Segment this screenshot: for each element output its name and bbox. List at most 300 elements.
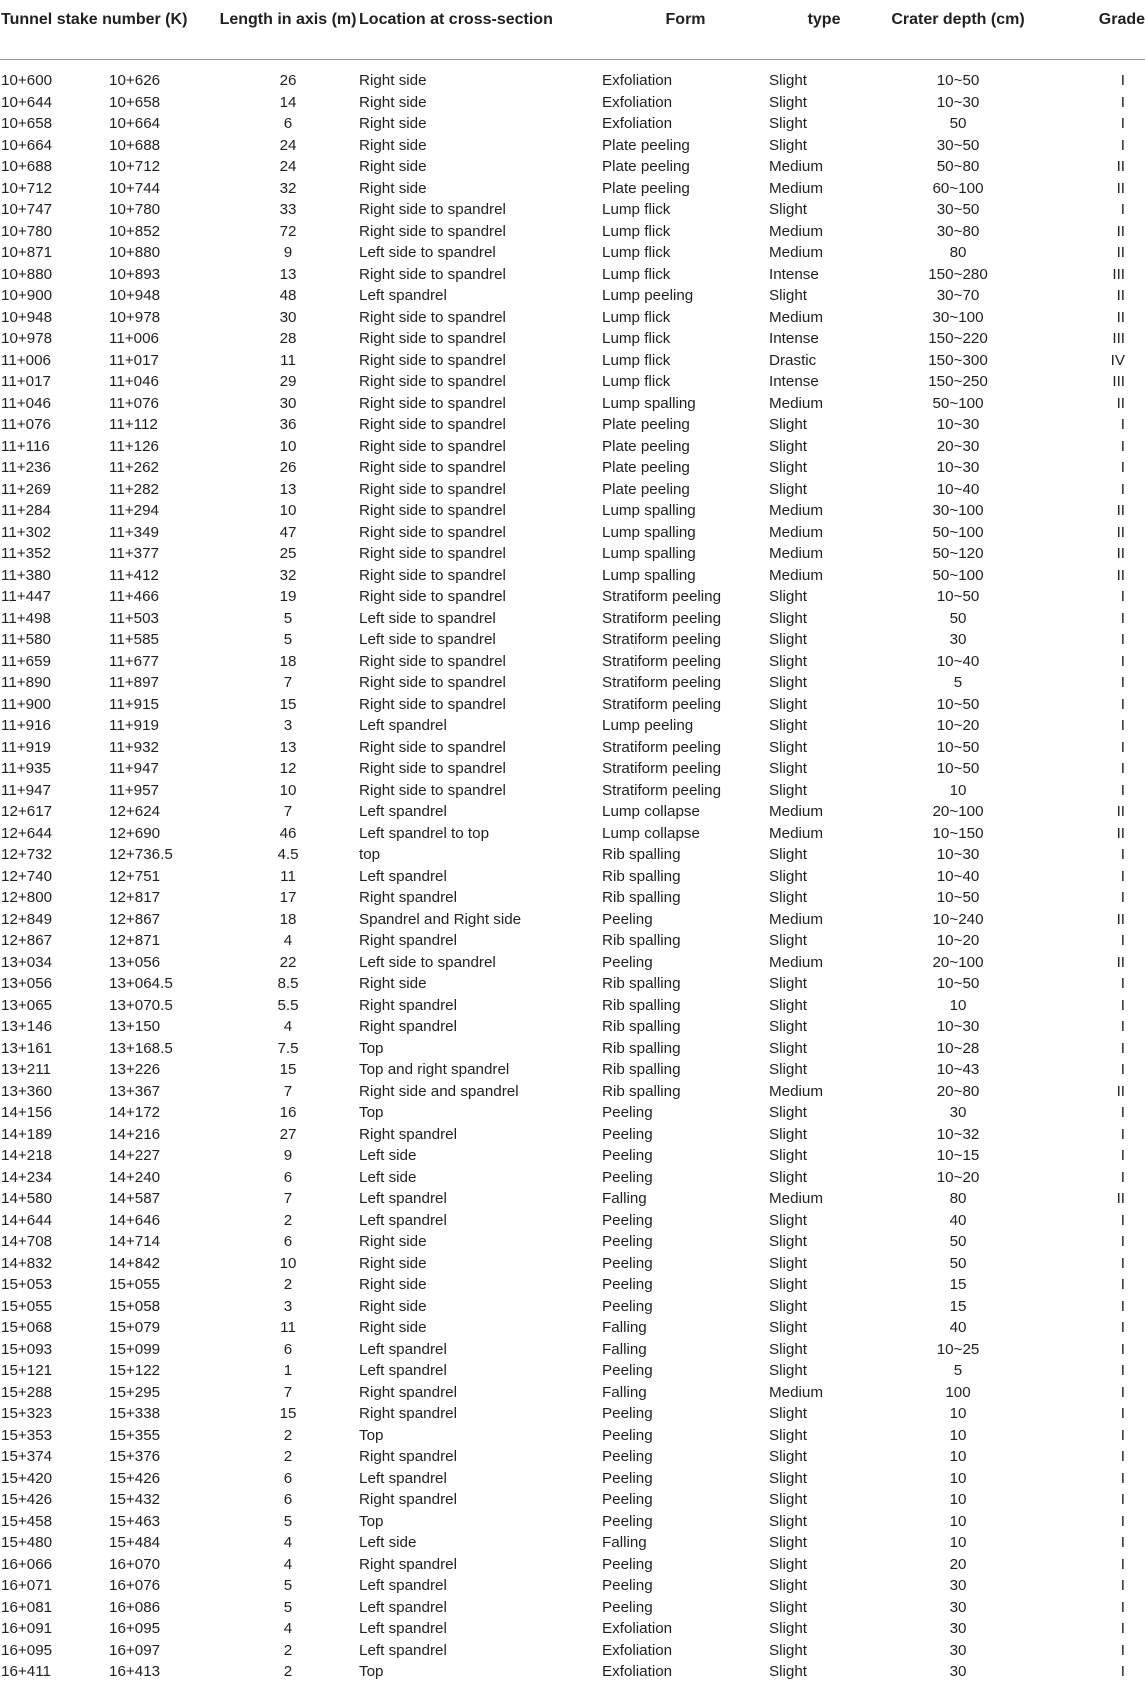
cell-depth: 30 xyxy=(949,1598,967,1616)
cell-length: 30 xyxy=(279,308,297,326)
cell-location: top xyxy=(359,846,381,863)
cell-type: Medium xyxy=(769,308,824,326)
cell-type: Slight xyxy=(769,975,808,992)
cell-type: Slight xyxy=(769,1448,808,1465)
cell-grade: I xyxy=(1120,717,1126,734)
table-row xyxy=(0,1145,1145,1167)
cell-length: 32 xyxy=(279,566,297,584)
cell-grade: I xyxy=(1120,867,1126,885)
cell-grade: II xyxy=(1116,824,1126,842)
cell-location: Right side to spandrel xyxy=(359,480,506,498)
cell-stake-start: 11+380 xyxy=(1,566,51,584)
table-row xyxy=(0,1231,1145,1253)
cell-location: Left spandrel xyxy=(359,867,447,885)
cell-depth: 10~40 xyxy=(936,480,980,498)
cell-stake-start: 13+360 xyxy=(1,1082,53,1100)
cell-depth: 80 xyxy=(949,244,967,261)
cell-stake-end: 12+736.5 xyxy=(109,846,173,863)
cell-stake-end: 15+079 xyxy=(109,1319,161,1336)
cell-depth: 30~100 xyxy=(932,502,984,519)
cell-type: Medium xyxy=(769,244,824,261)
cell-location: Right side to spandrel xyxy=(359,652,506,670)
cell-form: Lump spalling xyxy=(602,545,696,562)
cell-type: Slight xyxy=(769,1620,808,1637)
cell-depth: 30~50 xyxy=(936,136,980,154)
cell-form: Exfoliation xyxy=(602,72,673,89)
cell-stake-start: 13+056 xyxy=(1,975,53,992)
cell-depth: 30 xyxy=(949,1620,967,1637)
table-row xyxy=(0,930,1145,952)
cell-stake-start: 15+121 xyxy=(1,1362,53,1379)
cell-length: 22 xyxy=(279,953,297,971)
cell-location: Right side to spandrel xyxy=(359,373,506,390)
cell-location: Right spandrel xyxy=(359,1383,457,1401)
cell-depth: 20~80 xyxy=(936,1082,980,1100)
table-row xyxy=(0,92,1145,114)
cell-stake-end: 15+338 xyxy=(109,1405,161,1422)
cell-location: Left spandrel xyxy=(359,1211,447,1229)
cell-stake-end: 12+867 xyxy=(109,910,161,928)
cell-type: Slight xyxy=(769,652,808,670)
cell-depth: 10 xyxy=(949,1405,967,1422)
cell-type: Slight xyxy=(769,1147,808,1164)
cell-length: 5 xyxy=(283,1577,293,1594)
table-row xyxy=(0,1188,1145,1210)
cell-length: 2 xyxy=(283,1448,293,1465)
cell-stake-end: 10+744 xyxy=(109,179,161,197)
cell-location: Right side to spandrel xyxy=(359,416,506,433)
cell-grade: II xyxy=(1116,502,1126,519)
cell-depth: 15 xyxy=(949,1297,967,1315)
table-row xyxy=(0,608,1145,630)
cell-grade: II xyxy=(1116,910,1126,928)
cell-stake-start: 10+644 xyxy=(1,93,53,111)
cell-stake-start: 11+116 xyxy=(1,437,50,455)
cell-stake-start: 11+916 xyxy=(1,717,51,734)
cell-depth: 30 xyxy=(949,1641,967,1659)
cell-depth: 10~20 xyxy=(936,1168,980,1186)
cell-form: Rib spalling xyxy=(602,1061,681,1078)
cell-type: Medium xyxy=(769,222,824,240)
cell-depth: 10 xyxy=(949,1534,967,1551)
table-row xyxy=(0,436,1145,458)
cell-type: Slight xyxy=(769,1104,808,1121)
table-row xyxy=(0,651,1145,673)
cell-form: Peeling xyxy=(602,1491,653,1508)
cell-form: Plate peeling xyxy=(602,416,690,433)
cell-length: 8.5 xyxy=(277,975,299,992)
cell-stake-end: 10+664 xyxy=(109,115,161,132)
cell-stake-end: 11+957 xyxy=(109,781,159,799)
cell-stake-end: 11+076 xyxy=(109,394,159,412)
cell-depth: 20~100 xyxy=(932,803,984,820)
cell-grade: II xyxy=(1116,1190,1126,1207)
table-row xyxy=(0,1532,1145,1554)
cell-location: Right spandrel xyxy=(359,1018,457,1035)
cell-stake-start: 16+081 xyxy=(1,1598,53,1616)
cell-form: Plate peeling xyxy=(602,437,690,455)
table-row xyxy=(0,1661,1145,1683)
cell-length: 7.5 xyxy=(277,1039,299,1057)
cell-location: Top xyxy=(359,1039,384,1057)
cell-location: Right side to spandrel xyxy=(359,222,506,240)
cell-type: Slight xyxy=(769,1426,808,1444)
cell-stake-end: 15+376 xyxy=(109,1448,161,1465)
cell-form: Lump peeling xyxy=(602,287,694,304)
cell-form: Lump spalling xyxy=(602,566,696,584)
cell-location: Top xyxy=(359,1104,384,1121)
cell-length: 18 xyxy=(279,652,297,670)
cell-form: Exfoliation xyxy=(602,1641,673,1659)
cell-length: 3 xyxy=(283,1297,293,1315)
table-row xyxy=(0,350,1145,372)
cell-form: Lump spalling xyxy=(602,502,696,519)
table-row xyxy=(0,60,1145,92)
cell-length: 48 xyxy=(279,287,297,304)
cell-length: 7 xyxy=(283,1383,293,1401)
cell-grade: II xyxy=(1116,545,1126,562)
cell-form: Stratiform peeling xyxy=(602,781,722,799)
cell-length: 7 xyxy=(283,674,293,691)
cell-type: Slight xyxy=(769,1512,808,1530)
cell-type: Slight xyxy=(769,996,808,1014)
cell-stake-end: 13+150 xyxy=(109,1018,161,1035)
table-row xyxy=(0,1575,1145,1597)
cell-depth: 10 xyxy=(949,1448,967,1465)
table-row xyxy=(0,1640,1145,1662)
cell-grade: I xyxy=(1120,1233,1126,1250)
table-row xyxy=(0,844,1145,866)
cell-grade: I xyxy=(1120,437,1126,455)
cell-stake-start: 15+420 xyxy=(1,1469,53,1487)
table-row xyxy=(0,672,1145,694)
cell-length: 19 xyxy=(279,588,297,605)
cell-type: Medium xyxy=(769,1082,824,1100)
cell-length: 6 xyxy=(283,1469,293,1487)
cell-stake-end: 14+842 xyxy=(109,1254,161,1272)
cell-depth: 50 xyxy=(949,115,967,132)
cell-grade: I xyxy=(1120,480,1126,498)
cell-depth: 15 xyxy=(949,1276,967,1293)
cell-type: Slight xyxy=(769,93,808,111)
cell-stake-start: 11+659 xyxy=(1,652,51,670)
cell-grade: I xyxy=(1120,609,1126,627)
cell-depth: 10~30 xyxy=(936,1018,980,1035)
cell-form: Falling xyxy=(602,1340,647,1358)
cell-stake-end: 10+780 xyxy=(109,201,161,218)
cell-length: 14 xyxy=(279,93,297,111)
cell-length: 6 xyxy=(283,1491,293,1508)
cell-stake-start: 15+458 xyxy=(1,1512,53,1530)
cell-form: Stratiform peeling xyxy=(602,695,722,713)
cell-location: Right spandrel xyxy=(359,932,457,949)
table-row xyxy=(0,393,1145,415)
cell-stake-end: 11+006 xyxy=(109,330,159,347)
cell-form: Peeling xyxy=(602,1448,653,1465)
cell-form: Lump flick xyxy=(602,351,671,369)
cell-depth: 50~100 xyxy=(932,566,984,584)
header-depth: Crater depth (cm) xyxy=(879,0,1037,60)
cell-location: Left spandrel to top xyxy=(359,824,490,842)
cell-length: 6 xyxy=(283,1340,293,1358)
cell-type: Medium xyxy=(769,523,824,541)
cell-length: 15 xyxy=(279,1061,297,1078)
cell-length: 4 xyxy=(283,1534,293,1551)
cell-stake-end: 13+367 xyxy=(109,1082,161,1100)
cell-type: Slight xyxy=(769,1641,808,1659)
cell-type: Slight xyxy=(769,1168,808,1186)
table-row xyxy=(0,1339,1145,1361)
cell-stake-start: 10+664 xyxy=(1,136,53,154)
cell-stake-start: 10+600 xyxy=(1,72,53,89)
cell-stake-start: 14+156 xyxy=(1,1104,53,1121)
cell-type: Slight xyxy=(769,1405,808,1422)
cell-type: Medium xyxy=(769,1190,824,1207)
cell-length: 15 xyxy=(279,1405,297,1422)
cell-form: Lump collapse xyxy=(602,803,700,820)
cell-location: Right side to spandrel xyxy=(359,459,506,476)
cell-grade: I xyxy=(1120,115,1126,132)
table-header xyxy=(0,0,1145,60)
table-row xyxy=(0,1468,1145,1490)
cell-grade: I xyxy=(1120,996,1126,1014)
cell-location: Left side xyxy=(359,1534,417,1551)
cell-type: Slight xyxy=(769,1276,808,1293)
cell-depth: 10~20 xyxy=(936,932,980,949)
cell-depth: 50 xyxy=(949,609,967,627)
cell-grade: I xyxy=(1120,72,1126,89)
cell-depth: 10 xyxy=(949,1426,967,1444)
cell-type: Medium xyxy=(769,1383,824,1401)
cell-location: Left side to spandrel xyxy=(359,953,496,971)
cell-grade: II xyxy=(1116,244,1126,261)
cell-grade: II xyxy=(1116,566,1126,584)
cell-type: Slight xyxy=(769,1362,808,1379)
table-row xyxy=(0,1317,1145,1339)
cell-stake-start: 11+302 xyxy=(1,523,51,541)
cell-type: Slight xyxy=(769,846,808,863)
cell-grade: I xyxy=(1120,631,1126,648)
cell-depth: 50~100 xyxy=(932,523,984,541)
cell-location: Left spandrel xyxy=(359,1577,447,1594)
cell-form: Stratiform peeling xyxy=(602,738,722,756)
cell-stake-start: 12+732 xyxy=(1,846,53,863)
table-row xyxy=(0,178,1145,200)
cell-depth: 10~50 xyxy=(936,588,980,605)
cell-form: Peeling xyxy=(602,1469,653,1487)
cell-type: Slight xyxy=(769,889,808,906)
cell-depth: 10~20 xyxy=(936,717,980,734)
cell-stake-end: 16+413 xyxy=(109,1663,161,1680)
table-row xyxy=(0,1102,1145,1124)
cell-length: 2 xyxy=(283,1663,293,1680)
cell-stake-end: 11+282 xyxy=(109,480,159,498)
cell-stake-end: 15+055 xyxy=(109,1276,161,1293)
cell-form: Plate peeling xyxy=(602,480,690,498)
cell-stake-start: 15+374 xyxy=(1,1448,53,1465)
cell-grade: II xyxy=(1116,179,1126,197)
table-row xyxy=(0,1360,1145,1382)
table-row xyxy=(0,242,1145,264)
cell-form: Rib spalling xyxy=(602,889,681,906)
cell-stake-end: 13+070.5 xyxy=(109,996,173,1014)
cell-grade: I xyxy=(1120,760,1126,777)
cell-depth: 20~100 xyxy=(932,953,984,971)
table-row xyxy=(0,973,1145,995)
cell-type: Medium xyxy=(769,910,824,928)
cell-grade: I xyxy=(1120,695,1126,713)
table-row xyxy=(0,1167,1145,1189)
cell-form: Plate peeling xyxy=(602,179,690,197)
cell-form: Peeling xyxy=(602,1405,653,1422)
cell-form: Falling xyxy=(602,1319,647,1336)
cell-grade: I xyxy=(1120,1598,1126,1616)
cell-depth: 10~50 xyxy=(936,760,980,777)
cell-depth: 40 xyxy=(949,1319,967,1336)
cell-form: Peeling xyxy=(602,1125,653,1143)
cell-stake-end: 13+226 xyxy=(109,1061,161,1078)
cell-form: Peeling xyxy=(602,910,653,928)
cell-stake-start: 15+068 xyxy=(1,1319,53,1336)
cell-stake-end: 10+658 xyxy=(109,93,161,111)
cell-type: Slight xyxy=(769,695,808,713)
cell-depth: 10~50 xyxy=(936,72,980,89)
cell-stake-end: 12+871 xyxy=(109,932,161,949)
cell-stake-end: 14+216 xyxy=(109,1125,161,1143)
cell-type: Medium xyxy=(769,545,824,562)
table-row xyxy=(0,737,1145,759)
cell-length: 29 xyxy=(279,373,297,390)
cell-location: Right side to spandrel xyxy=(359,437,506,455)
cell-form: Rib spalling xyxy=(602,846,681,863)
cell-stake-end: 11+947 xyxy=(109,760,159,777)
cell-length: 9 xyxy=(283,244,293,261)
cell-type: Slight xyxy=(769,1319,808,1336)
cell-stake-start: 16+071 xyxy=(1,1577,53,1594)
cell-stake-start: 10+688 xyxy=(1,158,53,175)
cell-stake-start: 11+580 xyxy=(1,631,51,648)
cell-length: 10 xyxy=(279,437,297,455)
cell-depth: 80 xyxy=(949,1190,967,1207)
cell-grade: I xyxy=(1120,889,1126,906)
cell-length: 36 xyxy=(279,416,297,433)
table-row xyxy=(0,995,1145,1017)
cell-form: Exfoliation xyxy=(602,1620,673,1637)
cell-length: 11 xyxy=(280,351,296,369)
cell-stake-end: 10+688 xyxy=(109,136,161,154)
cell-type: Slight xyxy=(769,287,808,304)
cell-form: Peeling xyxy=(602,1362,653,1379)
table-row xyxy=(0,221,1145,243)
cell-location: Left side xyxy=(359,1168,417,1186)
cell-location: Left spandrel xyxy=(359,1620,447,1637)
cell-stake-end: 11+412 xyxy=(109,566,159,584)
cell-depth: 30 xyxy=(949,1577,967,1594)
cell-form: Falling xyxy=(602,1383,647,1401)
cell-form: Peeling xyxy=(602,1598,653,1616)
cell-stake-end: 15+295 xyxy=(109,1383,161,1401)
cell-length: 47 xyxy=(279,523,297,541)
cell-stake-start: 15+053 xyxy=(1,1276,53,1293)
cell-stake-start: 10+978 xyxy=(1,330,53,347)
cell-depth: 10~30 xyxy=(936,846,980,863)
cell-form: Exfoliation xyxy=(602,115,673,132)
table-row xyxy=(0,307,1145,329)
cell-type: Slight xyxy=(769,1534,808,1551)
table-row xyxy=(0,823,1145,845)
cell-depth: 150~220 xyxy=(928,330,988,347)
cell-length: 16 xyxy=(279,1104,297,1121)
cell-type: Slight xyxy=(769,674,808,691)
cell-location: Left spandrel xyxy=(359,1340,447,1358)
cell-type: Slight xyxy=(769,609,808,627)
header-length: Length in axis (m) xyxy=(217,0,359,60)
cell-location: Right side to spandrel xyxy=(359,265,506,283)
cell-location: Left spandrel xyxy=(359,1469,447,1487)
cell-grade: I xyxy=(1120,93,1126,111)
cell-grade: I xyxy=(1120,674,1126,691)
cell-stake-start: 12+800 xyxy=(1,889,53,906)
cell-depth: 10~150 xyxy=(932,824,984,842)
cell-depth: 10~40 xyxy=(936,867,980,885)
cell-grade: I xyxy=(1120,1125,1126,1143)
cell-location: Left spandrel xyxy=(359,803,447,820)
cell-depth: 150~250 xyxy=(928,373,988,390)
cell-type: Slight xyxy=(769,588,808,605)
cell-location: Top xyxy=(359,1426,384,1444)
cell-location: Right spandrel xyxy=(359,1125,457,1143)
cell-location: Right side xyxy=(359,1254,427,1272)
cell-grade: I xyxy=(1120,1362,1126,1379)
cell-grade: I xyxy=(1120,1254,1126,1272)
cell-stake-start: 15+353 xyxy=(1,1426,53,1444)
cell-depth: 10~28 xyxy=(936,1039,980,1057)
cell-form: Rib spalling xyxy=(602,996,681,1014)
cell-depth: 30 xyxy=(949,631,967,648)
cell-stake-end: 10+978 xyxy=(109,308,161,326)
cell-grade: II xyxy=(1116,803,1126,820)
cell-stake-start: 11+046 xyxy=(1,394,51,412)
cell-location: Right spandrel xyxy=(359,889,457,906)
cell-location: Right side xyxy=(359,179,427,197)
cell-location: Right spandrel xyxy=(359,1491,457,1508)
table-row xyxy=(0,414,1145,436)
cell-grade: I xyxy=(1120,1663,1126,1680)
cell-stake-end: 11+017 xyxy=(109,351,159,369)
cell-type: Intense xyxy=(769,373,819,390)
cell-location: Right side to spandrel xyxy=(359,330,506,347)
cell-stake-start: 14+644 xyxy=(1,1211,53,1229)
cell-depth: 30~70 xyxy=(936,287,980,304)
cell-form: Peeling xyxy=(602,953,653,971)
cell-stake-start: 14+218 xyxy=(1,1147,53,1164)
cell-length: 33 xyxy=(279,201,297,218)
cell-type: Slight xyxy=(769,437,808,455)
cell-type: Slight xyxy=(769,480,808,498)
cell-length: 4 xyxy=(283,932,293,949)
cell-stake-start: 10+780 xyxy=(1,222,53,240)
cell-type: Slight xyxy=(769,717,808,734)
cell-stake-end: 11+466 xyxy=(109,588,159,605)
table-row xyxy=(0,909,1145,931)
table-row xyxy=(0,1554,1145,1576)
cell-location: Right side to spandrel xyxy=(359,502,506,519)
table-row xyxy=(0,457,1145,479)
cell-stake-start: 16+091 xyxy=(1,1620,53,1637)
cell-depth: 50 xyxy=(949,1254,967,1272)
cell-form: Rib spalling xyxy=(602,867,681,885)
cell-type: Slight xyxy=(769,1039,808,1057)
